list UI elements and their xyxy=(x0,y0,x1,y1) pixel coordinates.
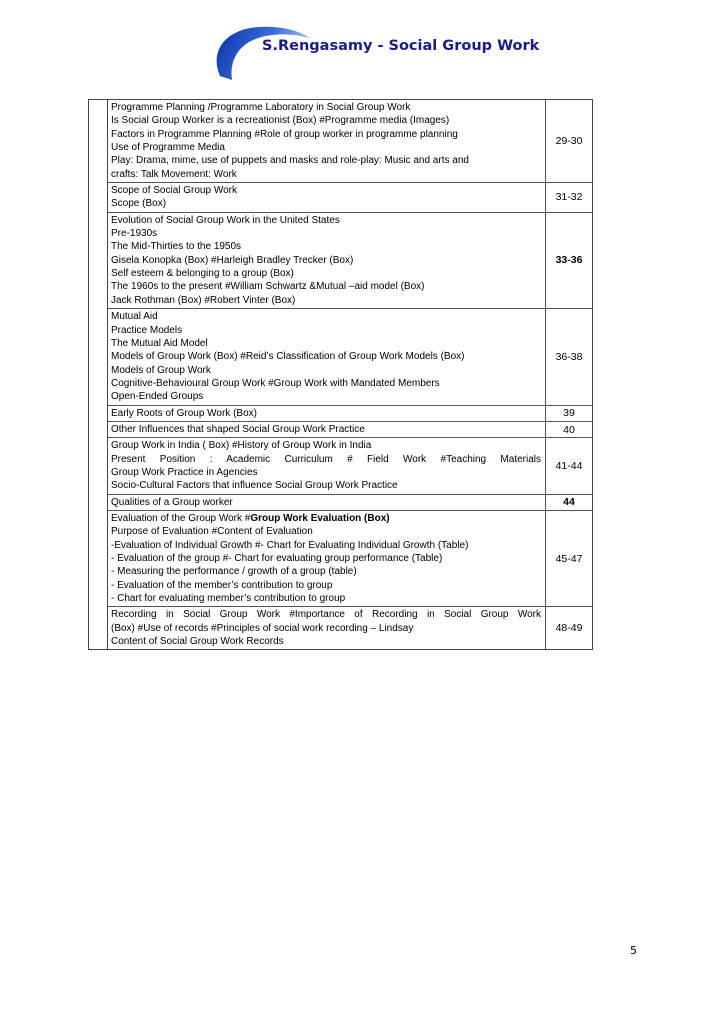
contents-entry xyxy=(108,495,546,510)
contents-line: - Chart for evaluating member’s contribution to group xyxy=(111,593,346,605)
contents-line: Socio-Cultural Factors that influence Social Group Work Practice xyxy=(111,480,398,492)
contents-entry xyxy=(108,607,546,649)
contents-line: Jack Rothman (Box) #Robert Vinter (Box) xyxy=(111,294,296,306)
contents-row xyxy=(108,421,593,437)
contents-line: Other Influences that shaped Social Group Work Practice xyxy=(111,423,365,435)
contents-page-range: 40 xyxy=(546,422,593,437)
contents-line: Evaluation of the Group Work #Group Work Evaluation (Box) xyxy=(111,512,390,524)
contents-page-range: 44 xyxy=(546,495,593,510)
contents-row xyxy=(108,437,593,493)
contents-line: Content of Social Group Work Records xyxy=(111,636,284,648)
contents-line: crafts: Talk Movement: Work xyxy=(111,168,237,180)
contents-line: Scope (Box) xyxy=(111,198,167,210)
contents-line: Early Roots of Group Work (Box) xyxy=(111,407,257,419)
contents-line: Open-Ended Groups xyxy=(111,391,204,403)
contents-row xyxy=(108,494,593,510)
contents-line-bold: Group Work Evaluation (Box) xyxy=(250,512,390,524)
contents-line: The 1960s to the present #William Schwartz &Mutual –aid model (Box) xyxy=(111,281,425,293)
contents-entry xyxy=(108,213,546,308)
contents-line: Cognitive-Behavioural Group Work #Group Work with Mandated Members xyxy=(111,377,440,389)
contents-row xyxy=(108,510,593,606)
contents-line: Qualities of a Group worker xyxy=(111,496,233,508)
contents-line: Recording in Social Group Work #Importance of Recording in Social Group Work xyxy=(111,609,541,621)
contents-entry xyxy=(108,438,546,493)
contents-line: Scope of Social Group Work xyxy=(111,185,237,197)
contents-line: Mutual Aid xyxy=(111,311,158,323)
contents-line: Pre-1930s xyxy=(111,228,158,240)
contents-row xyxy=(108,212,593,308)
contents-row xyxy=(108,308,593,404)
contents-line: Use of Programme Media xyxy=(111,142,225,154)
contents-line: Practice Models xyxy=(111,324,183,336)
page-header-title: S.Rengasamy - Social Group Work xyxy=(262,38,540,54)
contents-line: Models of Group Work xyxy=(111,364,211,376)
contents-line: Group Work in India ( Box) #History of Group Work in India xyxy=(111,440,372,452)
page-header xyxy=(0,0,728,90)
contents-line: Programme Planning /Programme Laboratory in Social Group Work xyxy=(111,102,411,113)
contents-page-range: 39 xyxy=(546,406,593,421)
contents-line: Present Position : Academic Curriculum # Field Work #Teaching Materials xyxy=(111,453,541,465)
contents-entry xyxy=(108,183,546,212)
contents-entry xyxy=(108,406,546,421)
contents-line: - Evaluation of the group #- Chart for evaluating group performance (Table) xyxy=(111,553,443,564)
contents-entry xyxy=(108,100,546,182)
contents-page-range: 33-36 xyxy=(546,213,593,308)
contents-table xyxy=(88,99,593,650)
contents-page-range: 31-32 xyxy=(546,183,593,212)
contents-line: Group Work Practice in Agencies xyxy=(111,466,258,478)
contents-row xyxy=(108,182,593,212)
contents-line: Gisela Konopka (Box) #Harleigh Bradley Trecker (Box) xyxy=(111,254,354,266)
contents-line: Evolution of Social Group Work in the United States xyxy=(111,214,340,226)
contents-line: Models of Group Work (Box) #Reid’s Classification of Group Work Models (Box) xyxy=(111,351,465,363)
contents-line: Factors in Programme Planning #Role of group worker in programme planning xyxy=(111,128,458,140)
contents-page-range: 45-47 xyxy=(546,511,593,606)
contents-line: The Mid-Thirties to the 1950s xyxy=(111,241,242,253)
page-number: 5 xyxy=(630,944,637,957)
contents-entry xyxy=(108,309,546,404)
contents-line: Is Social Group Worker is a recreationist (Box) #Programme media (Images) xyxy=(111,115,450,127)
contents-row xyxy=(108,606,593,649)
contents-entry xyxy=(108,422,546,437)
contents-line: Self esteem & belonging to a group (Box) xyxy=(111,268,294,280)
contents-line: (Box) #Use of records #Principles of social work recording – Lindsay xyxy=(111,622,414,634)
contents-row xyxy=(108,405,593,421)
contents-page-range: 41-44 xyxy=(546,438,593,493)
contents-line: - Evaluation of the member’s contribution to group xyxy=(111,579,333,591)
contents-line: Play: Drama, mime, use of puppets and masks and role-play: Music and arts and xyxy=(111,155,469,167)
contents-line: Purpose of Evaluation #Content of Evaluation xyxy=(111,526,313,538)
contents-row xyxy=(108,100,593,182)
contents-line: -Evaluation of Individual Growth #- Chart for Evaluating Individual Growth (Table) xyxy=(111,539,469,551)
contents-entry xyxy=(108,511,546,606)
contents-page-range: 48-49 xyxy=(546,607,593,649)
contents-page-range: 36-38 xyxy=(546,309,593,404)
contents-page-range: 29-30 xyxy=(546,100,593,182)
contents-line: - Measuring the performance / growth of a group (table) xyxy=(111,566,357,578)
contents-line: The Mutual Aid Model xyxy=(111,337,208,349)
